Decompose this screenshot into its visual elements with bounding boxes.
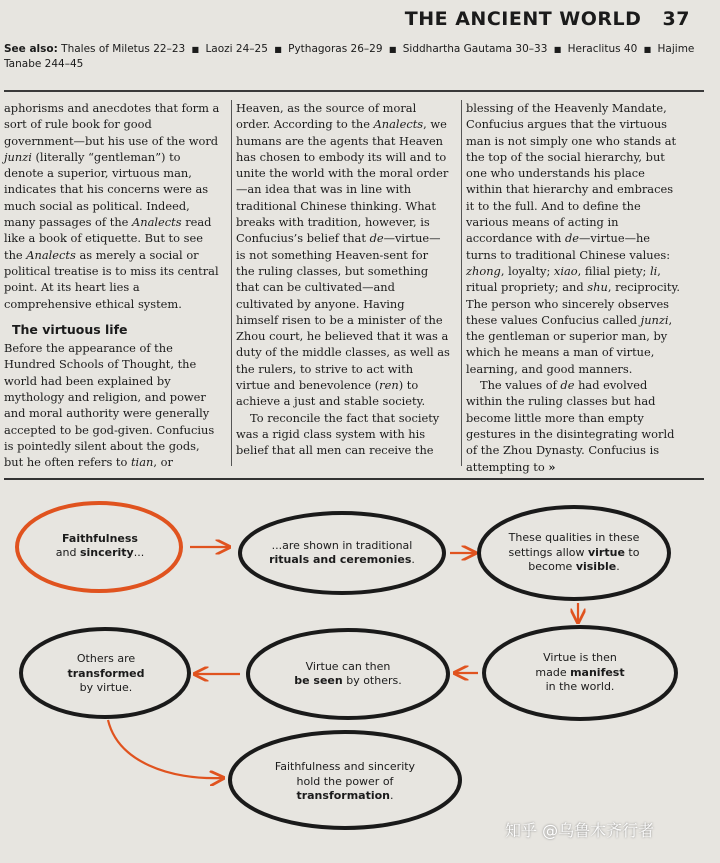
section-subheading: The virtuous life (12, 321, 128, 337)
arrow-curved (108, 720, 222, 778)
column-divider (461, 100, 462, 466)
paragraph: blessing of the Heavenly Mandate, Confucius argues that the virtuous man is not simply one who stands at the top of the social hierarchy, but one who understands his place within that hierarchy and embraces it to the full. And to define the various means of acting in accordance with de—virtue—he turns to traditional Chinese values: zhong, loyalty; xiao, filial piety; li, ritual propriety; and shu, reciprocity. The person who sincerely observes these values Confucius called junzi, the gentleman or superior man, by which he means a man of virtue, learning, and good manners. (466, 101, 681, 376)
see-also-items: Thales of Miletus 22–23 ■ Laozi 24–25 ■ Pythagoras 26–29 ■ Siddhartha Gautama 30–33 ■ Heraclitus 40 ■ Hajime Tanabe 244–45 (4, 43, 695, 70)
see-also-label: See also: (4, 43, 58, 55)
bullet-separator: ■ (274, 45, 282, 54)
text-column-2 (236, 100, 450, 470)
node-virtue-manifest (492, 636, 668, 710)
node-text: These qualities in these settings allow virtue to become visible. (508, 531, 640, 574)
bullet-separator: ■ (388, 45, 397, 54)
text-column-1 (4, 100, 222, 470)
paragraph: Before the appearance of the Hundred Schools of Thought, the world had been explained by mythology and religion, and power and moral authority were generally accepted to be god-given. Confucius is pointedly silent about the gods, but he often refers to tian, or (4, 341, 215, 470)
paragraph: To reconcile the fact that society was a rigid class system with his belief that all men can receive the (236, 410, 440, 458)
top-rule (4, 90, 704, 92)
see-also-line (4, 42, 704, 72)
node-virtue-visible (486, 516, 662, 590)
chapter-title: THE ANCIENT WORLD (404, 8, 642, 30)
paragraph: Heaven, as the source of moral order. According to the Analects, we humans are the agents that Heaven has chosen to embody its will and to unite the world with the moral order—an idea that was in line with traditional Chinese thinking. What breaks with tradition, however, is Confucius’s belief that de—virtue—is not something Heaven-sent for the ruling classes, but something that can be cultivated—and cultivated by anyone. Having himself risen to be a minister of the Zhou court, he believed that it was a duty of the middle classes, as well as the rulers, to strive to act with virtue and benevolence (ren) to achieve a just and stable society. (236, 101, 450, 409)
node-rituals-ceremonies (246, 520, 438, 586)
node-others-transformed (28, 638, 184, 710)
page-number: 37 (662, 8, 690, 30)
node-text: Virtue is then made manifest in the world. (535, 651, 625, 694)
column-divider (231, 100, 232, 466)
bullet-separator: ■ (553, 45, 562, 54)
node-text: Others are transformed by virtue. (67, 652, 145, 695)
paragraph: aphorisms and anecdotes that form a sort of rule book for good government—but his use of the word junzi (literally “gentleman”) to denote a superior, virtuous man, indicates that his concerns were as much social as political. Indeed, many passages of the Analects read like a book of etiquette. But to see the Analects as merely a social or political treatise is to miss its central point. At its heart lies a comprehensive ethical system. (4, 101, 220, 311)
node-text: Faithfulness and sincerity... (55, 531, 145, 559)
node-text: Faithfulness and sincerity hold the power of transformation. (274, 760, 416, 803)
bullet-separator: ■ (191, 45, 200, 54)
bullet-separator: ■ (643, 45, 652, 54)
running-head (400, 8, 690, 36)
node-text: ...are shown in traditional rituals and ceremonies. (269, 538, 415, 566)
node-virtue-seen (254, 638, 442, 710)
node-transformation (236, 744, 454, 820)
watermark: 知乎 @乌鲁木齐行者 (505, 821, 655, 840)
paragraph: The values of de had evolved within the ruling classes but had become little more than empty gestures in the disintegrating world of the Zhou Dynasty. Confucius is attempting to » (466, 378, 675, 474)
node-text: Virtue can then be seen by others. (294, 659, 402, 687)
text-column-3 (466, 100, 684, 474)
node-faithfulness-sincerity (22, 512, 178, 580)
